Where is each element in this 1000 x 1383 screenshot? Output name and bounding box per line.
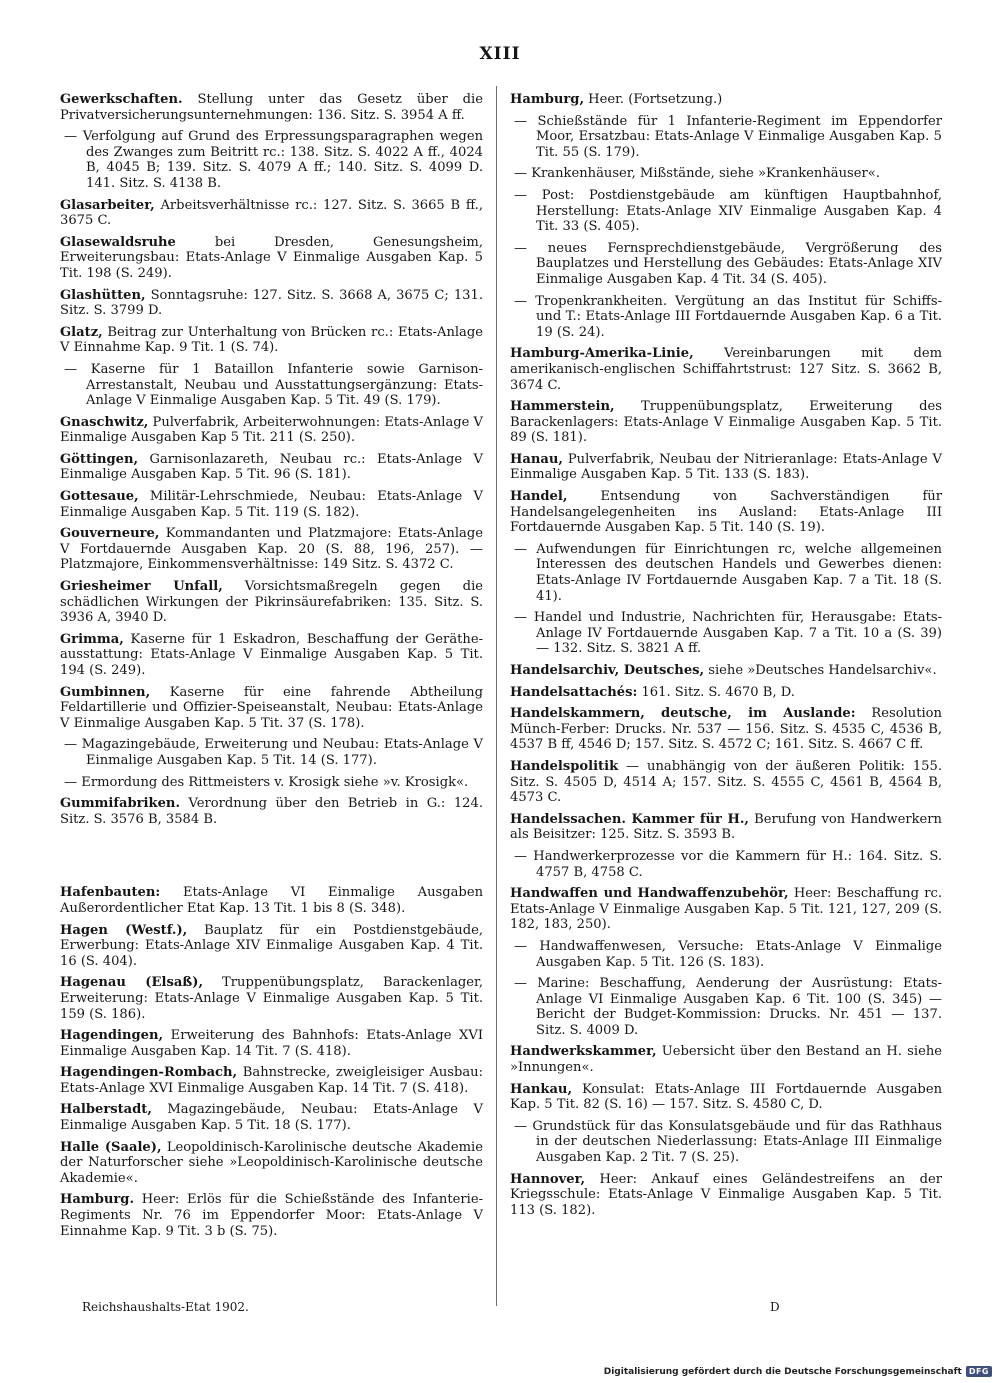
entry-text: Heer. (Fortsetzung.): [584, 92, 723, 107]
entry-text: Erweiterung des Bahnhofs: Etats-Anlage XVI Einmalige Ausgaben Kap. 14 Tit. 7 (S. 418).: [60, 1028, 483, 1059]
entry-text: 161. Sitz. S. 4670 B, D.: [637, 684, 795, 700]
entry-text: — Marine: Beschaffung, Aenderung der Ausrüstung: Etats-Anlage VI Einmalige Ausgaben Kap. 6 Tit. 100 (S. 345) — Bericht der Budget-Kommission: Drucks. Nr. 451 — 137. Sitz. S. 4009 D.: [514, 976, 942, 1038]
index-subentry: [510, 188, 942, 235]
entry-text: — neues Fernsprechdienstgebäude, Vergrößerung des Bauplatzes und Herstellung des Gebäudes: Etats-Anlage XIV Einmalige Ausgaben Kap. 4 Tit. 34 (S. 405).: [514, 240, 942, 287]
entry-keyword: Handwerkskammer,: [510, 1044, 657, 1060]
index-column-left: [60, 92, 483, 1245]
entry-text: — Krankenhäuser, Mißstände, siehe »Krankenhäuser«.: [514, 166, 880, 182]
entry-keyword: Gummifabriken.: [60, 796, 181, 812]
index-entry: [510, 1044, 942, 1075]
index-column-right: [510, 92, 942, 1224]
entry-text: — Magazingebäude, Erweiterung und Neubau: Etats-Anlage V Einmalige Ausgaben Kap. 5 Tit. 14 (S. 177).: [64, 737, 483, 768]
entry-text: Arbeitsverhältnisse rc.: 127. Sitz. S. 3665 B ff., 3675 C.: [60, 197, 483, 229]
entry-keyword: Hanau,: [510, 451, 563, 467]
dfg-logo: DFG: [966, 1366, 992, 1377]
entry-keyword: Hagenau (Elsaß),: [60, 975, 204, 991]
index-entry: [60, 1192, 483, 1239]
entry-text: Uebersicht über den Bestand an H. siehe »Innungen«.: [510, 1044, 942, 1076]
page-number: XIII: [479, 44, 521, 64]
index-entry: [510, 1172, 942, 1219]
dfg-credit-text: Digitalisierung gefördert durch die Deutsche Forschungsgemeinschaft: [603, 1366, 962, 1377]
index-subentry: [510, 939, 942, 970]
entry-text: Heer: Ankauf eines Geländestreifens an der Kriegsschule: Etats-Anlage V Einmalige Ausgaben Kap. 5 Tit. 113 (S. 182).: [510, 1171, 942, 1218]
entry-text: Stellung unter das Gesetz über die Privatversicherungsunternehmungen: 136. Sitz. S. 3954 A ff.: [60, 92, 483, 123]
index-entry: [60, 1065, 483, 1096]
index-subentry: [510, 610, 942, 657]
entry-text: — Handwerkerprozesse vor die Kammern für H.: 164. Sitz. S. 4757 B, 4758 C.: [514, 848, 942, 880]
entry-keyword: Handelssachen. Kammer für H.,: [510, 811, 749, 827]
entry-text: Konsulat: Etats-Anlage III Fortdauernde Ausgaben Kap. 5 Tit. 82 (S. 16) — 157. Sitz. S. 4580 C, D.: [510, 1081, 942, 1113]
index-entry: [510, 685, 942, 701]
entry-keyword: Hamburg-Amerika-Linie,: [510, 346, 694, 362]
entry-keyword: Hamburg,: [510, 92, 584, 107]
index-subentry: [510, 976, 942, 1038]
entry-text: — Verfolgung auf Grund des Erpressungsparagraphen wegen des Zwanges zum Beitritt rc.: 138. Sitz. S. 4022 A ff., 4024 B, 4045 B; 139. Sitz. S. 4079 A ff.; 140. Sitz. S. 4099 D. 141. Sitz. S. 4138 B.: [64, 129, 483, 191]
index-entry: [60, 685, 483, 732]
entry-keyword: Halberstadt,: [60, 1102, 152, 1118]
entry-text: Kaserne für 1 Eskadron, Beschaffung der Geräthe-ausstattung: Etats-Anlage V Einmalige Ausgaben Kap. 5 Tit. 194 (S. 249).: [60, 631, 483, 678]
entry-text: — Kaserne für 1 Bataillon Infanterie sowie Garnison-Arrestanstalt, Neubau und Ausstattungsergänzung: Etats-Anlage V Einmalige Ausgaben Kap. 5 Tit. 49 (S. 179).: [64, 361, 483, 409]
entry-text: — Ermordung des Rittmeisters v. Krosigk siehe »v. Krosigk«.: [64, 774, 469, 790]
entry-keyword: Halle (Saale),: [60, 1139, 162, 1155]
index-subentry: [60, 775, 483, 791]
index-entry: [60, 235, 483, 282]
entry-text: Heer: Erlös für die Schießstände des Infanterie-Regiments Nr. 76 im Eppendorfer Moor: Etats-Anlage V Einnahme Kap. 9 Tit. 3 b (S. 75).: [60, 1192, 483, 1239]
entry-keyword: Gewerkschaften.: [60, 92, 183, 107]
column-divider: [496, 86, 497, 1306]
entry-text: Militär-Lehrschmiede, Neubau: Etats-Anlage V Einmalige Ausgaben Kap. 5 Tit. 119 (S. 182).: [60, 489, 483, 520]
index-subentry: [60, 737, 483, 768]
entry-text: — Tropenkrankheiten. Vergütung an das Institut für Schiffs- und T.: Etats-Anlage III Fortdauernde Ausgaben Kap. 6 a Tit. 19 (S. 24).: [514, 293, 942, 340]
entry-keyword: Gnaschwitz,: [60, 414, 149, 430]
index-entry: [60, 579, 483, 626]
index-subentry: [510, 294, 942, 341]
entry-keyword: Gumbinnen,: [60, 684, 151, 700]
index-entry: [60, 489, 483, 520]
index-subentry: [510, 849, 942, 880]
index-entry: [60, 796, 483, 827]
section-gap: [60, 833, 483, 885]
index-entry: [510, 663, 942, 679]
index-entry: [510, 812, 942, 843]
index-entry: [60, 923, 483, 970]
entry-text: — Post: Postdienstgebäude am künftigen Hauptbahnhof, Herstellung: Etats-Anlage XIV Einmalige Ausgaben Kap. 4 Tit. 33 (S. 405).: [514, 187, 942, 235]
entry-text: Kommandanten und Platzmajore: Etats-Anlage V Fortdauernde Ausgaben Kap. 20 (S. 88, 196, 257). — Platzmajore, Einkommensverhältnisse: 149 Sitz. S. 4372 C.: [60, 526, 483, 573]
entry-text: Vereinbarungen mit dem amerikanisch-englischen Schiffahrtstrust: 127 Sitz. S. 3662 B, 3674 C.: [510, 346, 942, 393]
entry-keyword: Hannover,: [510, 1171, 586, 1187]
entry-text: Pulverfabrik, Neubau der Nitrieranlage: Etats-Anlage V Einmalige Ausgaben Kap. 5 Tit. 133 (S. 183).: [510, 451, 942, 483]
entry-text: Etats-Anlage VI Einmalige Ausgaben Außerordentlicher Etat Kap. 13 Tit. 1 bis 8 (S. 348).: [60, 885, 483, 916]
entry-text: Entsendung von Sachverständigen für Handelsangelegenheiten ins Ausland: Etats-Anlage III Fortdauernde Ausgaben Kap. 5 Tit. 140 (S. 19).: [510, 489, 942, 536]
index-entry: [60, 1102, 483, 1133]
entry-keyword: Glashütten,: [60, 287, 146, 303]
entry-text: Resolution Münch-Ferber: Drucks. Nr. 537 — 156. Sitz. S. 4535 C, 4536 B, 4537 B ff, 4546 D; 157. Sitz. S. 4572 C; 161. Sitz. S. 4667 C ff.: [510, 706, 942, 753]
index-entry: [60, 452, 483, 483]
index-entry: [510, 92, 942, 108]
index-entry: [510, 706, 942, 753]
index-entry: [60, 632, 483, 679]
index-subentry: [510, 241, 942, 288]
entry-keyword: Hagendingen-Rombach,: [60, 1065, 238, 1081]
entry-keyword: Grimma,: [60, 631, 124, 647]
footer-source-line: Reichshaushalts-Etat 1902.: [82, 1300, 249, 1314]
entry-text: Garnisonlazareth, Neubau rc.: Etats-Anlage V Einmalige Ausgaben Kap. 5 Tit. 96 (S. 181).: [60, 451, 483, 483]
index-entry: [510, 399, 942, 446]
entry-keyword: Handelsarchiv, Deutsches,: [510, 663, 705, 678]
index-entry: [60, 975, 483, 1022]
index-entry: [510, 346, 942, 393]
entry-text: — Grundstück für das Konsulatsgebäude und für das Rathhaus in der deutschen Niederlassung: Etats-Anlage III Einmalige Ausgaben Kap. 2 Tit. 7 (S. 25).: [514, 1118, 942, 1166]
entry-text: Vorsichtsmaßregeln gegen die schädlichen Wirkungen der Pikrinsäurefabriken: 135. Sitz. S. 3936 A, 3940 D.: [60, 579, 483, 626]
entry-text: Verordnung über den Betrieb in G.: 124. Sitz. S. 3576 B, 3584 B.: [60, 796, 483, 827]
entry-text: Heer: Beschaffung rc. Etats-Anlage V Einmalige Ausgaben Kap. 5 Tit. 121, 127, 209 (S. 182, 183, 250).: [510, 886, 943, 933]
index-entry: [60, 1028, 483, 1059]
index-entry: [60, 325, 483, 356]
entry-text: — Handel und Industrie, Nachrichten für, Herausgabe: Etats-Anlage IV Fortdauernde Ausgaben Kap. 7 a Tit. 10 a (S. 39) — 132. Sitz. S. 3821 A ff.: [514, 610, 942, 657]
entry-keyword: Hafenbauten:: [60, 885, 161, 901]
entry-text: — unabhängig von der äußeren Politik: 155. Sitz. S. 4505 D, 4514 A; 157. Sitz. S. 4555 C, 4561 B, 4564 B, 4573 C.: [510, 758, 942, 806]
entry-text: siehe »Deutsches Handelsarchiv«.: [704, 663, 937, 678]
index-subentry: [60, 129, 483, 191]
entry-keyword: Hammerstein,: [510, 399, 615, 415]
index-subentry: [510, 114, 942, 161]
index-entry: [60, 415, 483, 446]
entry-text: Sonntagsruhe: 127. Sitz. S. 3668 A, 3675 C; 131. Sitz. S. 3799 D.: [60, 287, 483, 319]
index-entry: [510, 886, 942, 933]
entry-keyword: Glatz,: [60, 324, 103, 340]
index-subentry: [510, 542, 942, 604]
entry-keyword: Gouverneure,: [60, 526, 160, 542]
entry-keyword: Glasewaldsruhe: [60, 234, 176, 250]
index-entry: [510, 452, 942, 483]
index-entry: [60, 288, 483, 319]
entry-text: Berufung von Handwerkern als Beisitzer: 125. Sitz. S. 3593 B.: [510, 811, 942, 843]
index-subentry: [60, 362, 483, 409]
index-entry: [60, 198, 483, 229]
entry-text: — Aufwendungen für Einrichtungen rc, welche allgemeinen Interessen des deutschen Handels und Gewerbes dienen: Etats-Anlage IV Fortdauernde Ausgaben Kap. 7 a Tit. 18 (S. 41).: [514, 541, 942, 604]
entry-keyword: Göttingen,: [60, 451, 139, 467]
entry-text: Leopoldinisch-Karolinische deutsche Akademie der Naturforscher siehe »Leopoldinisch-Karolinische deutsche Akademie«.: [60, 1139, 483, 1186]
index-entry: [60, 526, 483, 573]
entry-text: Kaserne für eine fahrende Abtheilung Feldartillerie und Offizier-Speiseanstalt, Neubau: Etats-Anlage V Einmalige Ausgaben Kap. 5 Tit. 37 (S. 178).: [60, 684, 483, 731]
index-entry: [60, 1140, 483, 1187]
index-entry: [510, 759, 942, 806]
entry-keyword: Handwaffen und Handwaffenzubehör,: [510, 886, 789, 902]
entry-keyword: Handelskammern, deutsche, im Auslande:: [510, 706, 856, 722]
entry-keyword: Handel,: [510, 489, 568, 505]
entry-keyword: Glasarbeiter,: [60, 197, 155, 213]
entry-text: Beitrag zur Unterhaltung von Brücken rc.: Etats-Anlage V Einnahme Kap. 9 Tit. 1 (S. 74).: [60, 324, 483, 356]
entry-text: Truppenübungsplatz, Erweiterung des Barackenlagers: Etats-Anlage V Einmalige Ausgaben Kap. 5 Tit. 89 (S. 181).: [510, 399, 942, 446]
signature-mark: D: [770, 1300, 780, 1314]
entry-text: — Handwaffenwesen, Versuche: Etats-Anlage V Einmalige Ausgaben Kap. 5 Tit. 126 (S. 183).: [514, 938, 942, 970]
entry-text: — Schießstände für 1 Infanterie-Regiment im Eppendorfer Moor, Ersatzbau: Etats-Anlage V Einmalige Ausgaben Kap. 5 Tit. 55 (S. 179).: [514, 113, 942, 160]
index-subentry: [510, 1119, 942, 1166]
index-entry: [510, 489, 942, 536]
entry-keyword: Handelspolitik: [510, 758, 619, 774]
entry-keyword: Hagen (Westf.),: [60, 922, 188, 938]
index-subentry: [510, 166, 942, 182]
entry-text: Magazingebäude, Neubau: Etats-Anlage V Einmalige Ausgaben Kap. 5 Tit. 18 (S. 177).: [60, 1102, 483, 1134]
entry-text: Pulverfabrik, Arbeiterwohnungen: Etats-Anlage V Einmalige Ausgaben Kap 5 Tit. 211 (S. 250).: [60, 414, 484, 446]
entry-text: bei Dresden, Genesungsheim, Erweiterungsbau: Etats-Anlage V Einmalige Ausgaben Kap. 5 Tit. 198 (S. 249).: [60, 234, 483, 281]
index-entry: [60, 92, 483, 123]
entry-text: Bauplatz für ein Postdienstgebäude, Erwerbung: Etats-Anlage XIV Einmalige Ausgaben Kap. 4 Tit. 16 (S. 404).: [60, 922, 484, 969]
entry-keyword: Gottesaue,: [60, 489, 139, 505]
index-entry: [510, 1082, 942, 1113]
entry-keyword: Hankau,: [510, 1081, 573, 1097]
entry-keyword: Griesheimer Unfall,: [60, 579, 223, 595]
entry-keyword: Handelsattachés:: [510, 684, 638, 700]
entry-keyword: Hamburg.: [60, 1192, 134, 1208]
dfg-credit: [604, 1366, 992, 1377]
entry-text: Bahnstrecke, zweigleisiger Ausbau: Etats-Anlage XVI Einmalige Ausgaben Kap. 14 Tit. 7 (S. 418).: [60, 1065, 483, 1096]
entry-text: Truppenübungsplatz, Barackenlager, Erweiterung: Etats-Anlage V Einmalige Ausgaben Kap. 5 Tit. 159 (S. 186).: [60, 975, 483, 1022]
index-entry: [60, 885, 483, 916]
entry-keyword: Hagendingen,: [60, 1028, 164, 1044]
